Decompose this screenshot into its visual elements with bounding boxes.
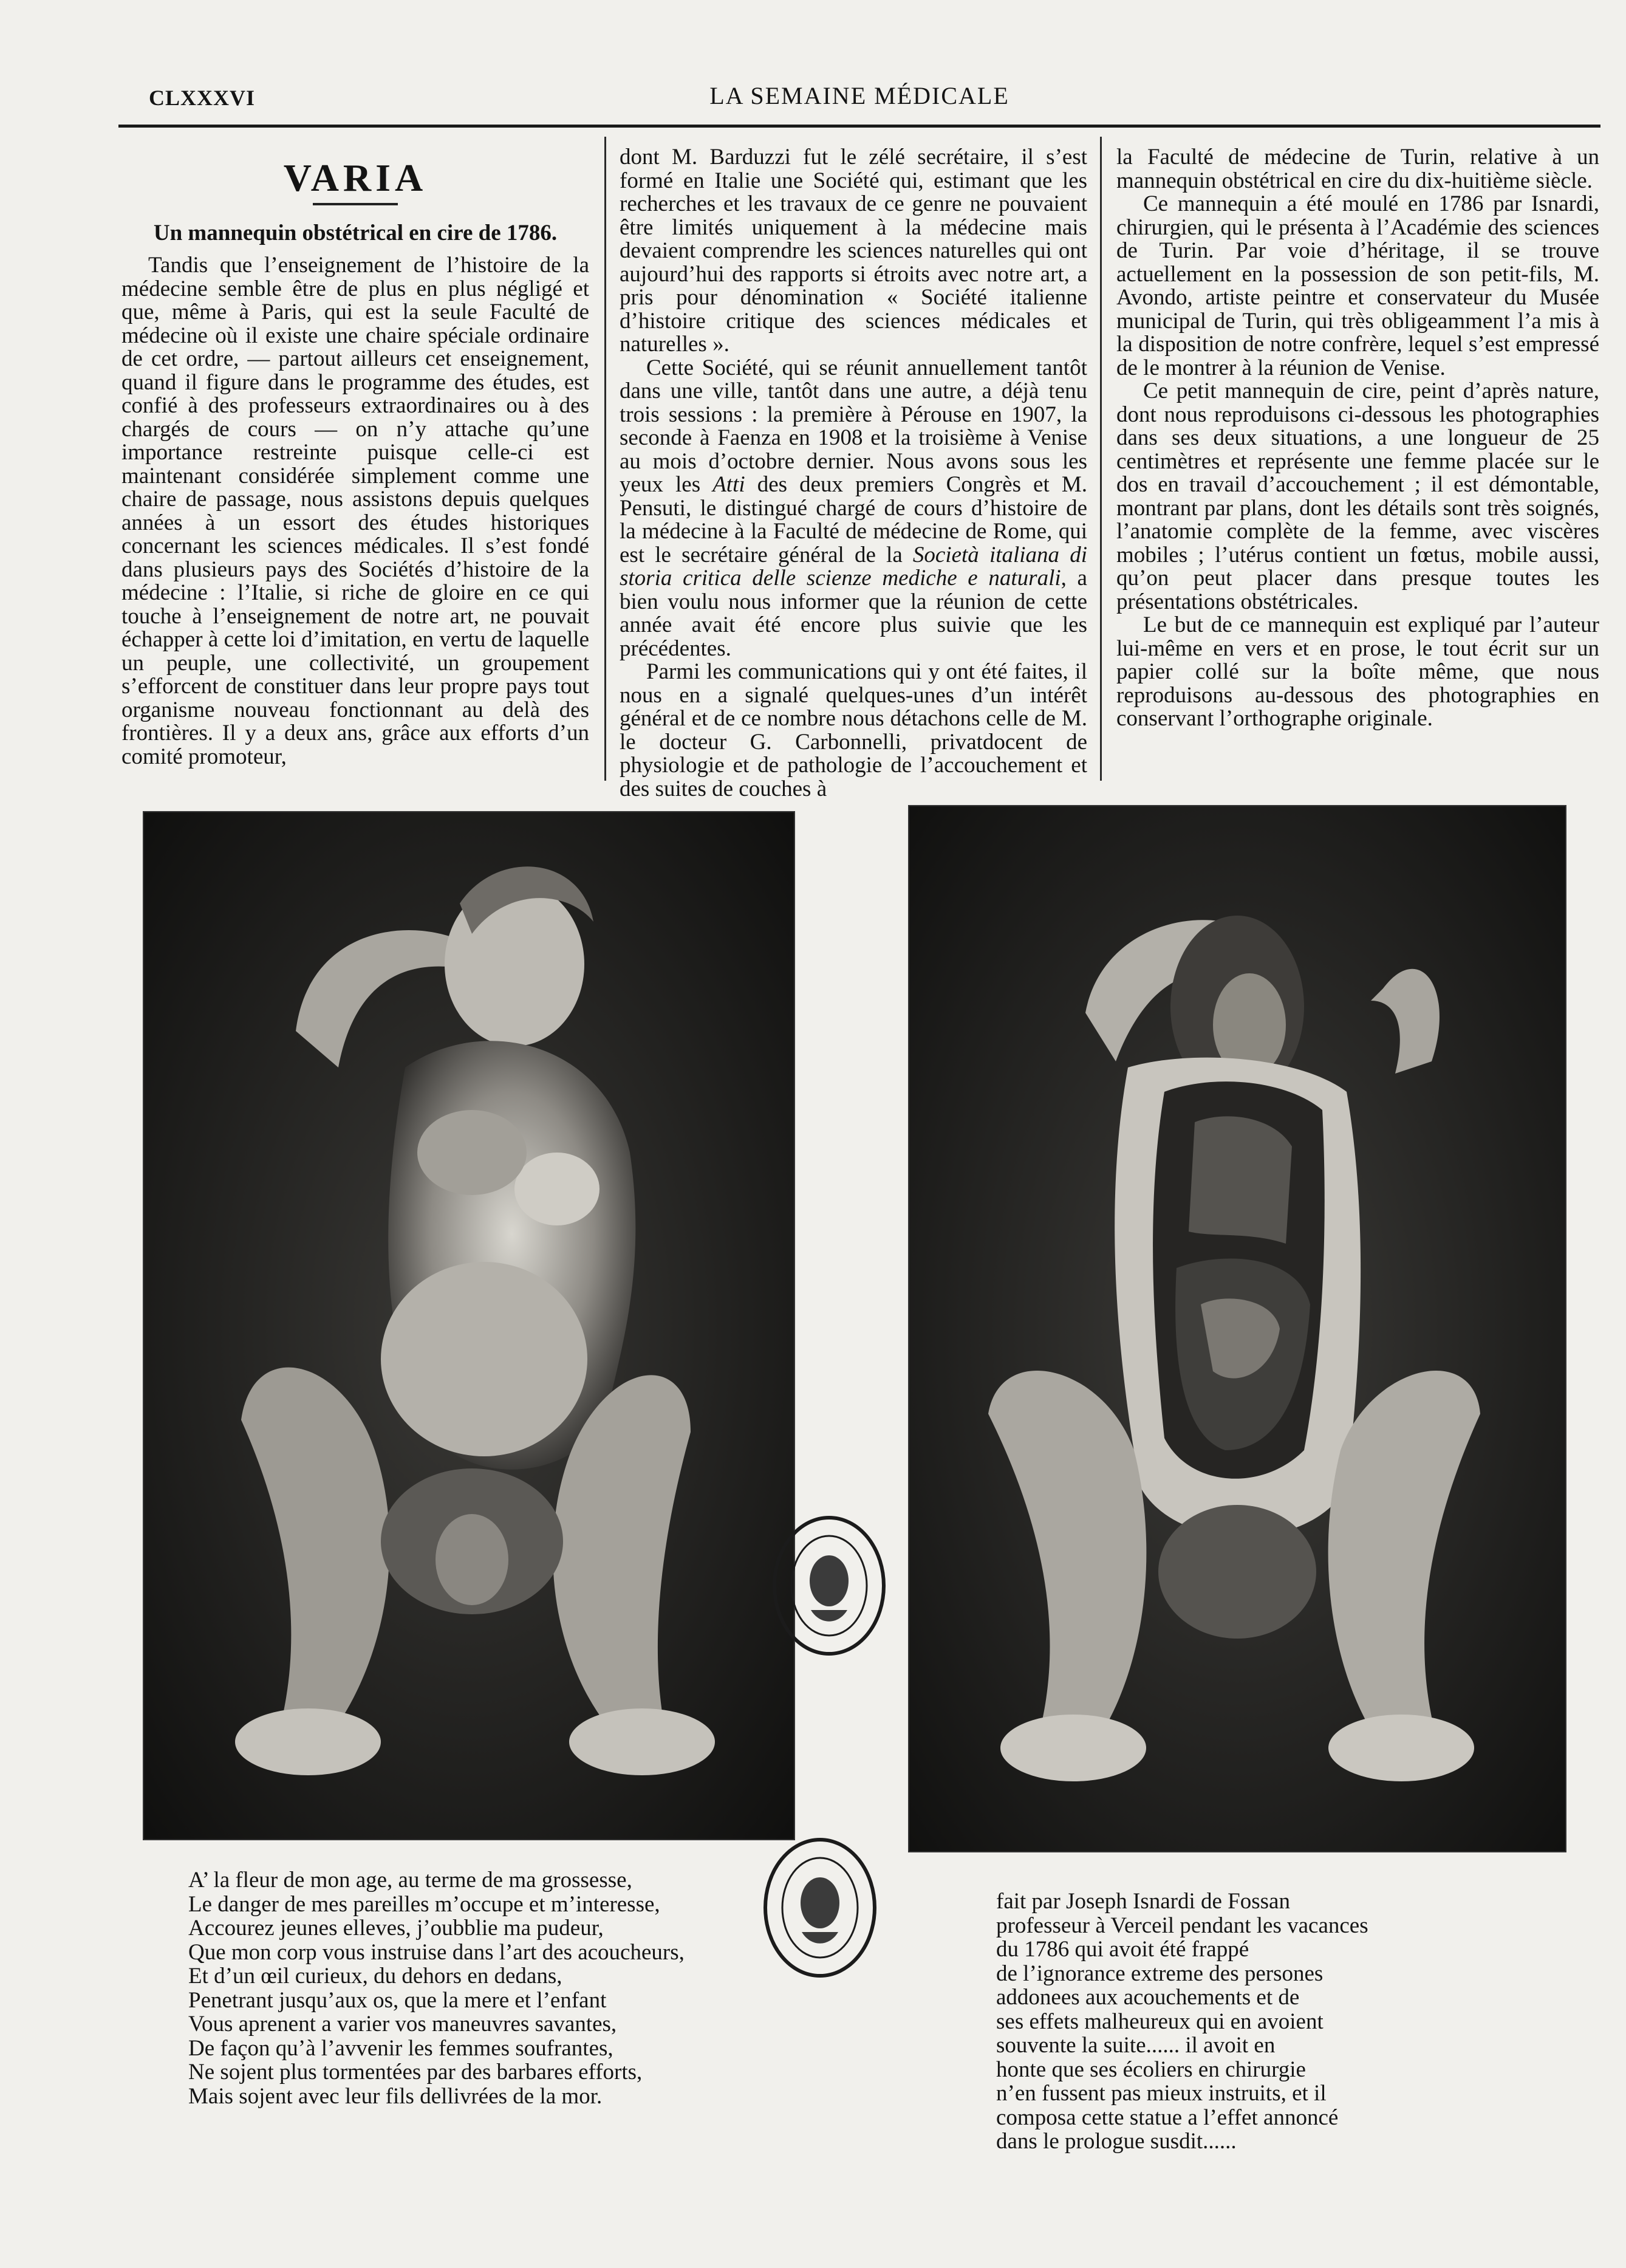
paragraph (620, 357, 1087, 661)
poem-line: Le danger de mes pareilles m’occupe et m’interesse, (188, 1891, 660, 1917)
column-divider (604, 137, 606, 781)
note-line: honte que ses écoliers en chirurgie (996, 2057, 1306, 2082)
running-head (118, 82, 1600, 128)
text-run: des deux premiers Congrès et M. Pensuti, le distingué chargé de cours d’histoire de la médecine à la Faculté de médecine de Rome, qui est le secrétaire général de la (620, 472, 1087, 567)
note-line: ses effets malheureux qui en avoient (996, 2009, 1324, 2034)
paragraph: Parmi les communications qui y ont été faites, il nous en a signalé quelques-unes d’un intérêt général et de ce nombre nous détachons celle de M. le docteur G. Carbonnelli, privatdocent de physiologie et de pathologie de l’accouchement et des suites de couches à (620, 659, 1087, 801)
note-line: dans le prologue susdit...... (996, 2129, 1237, 2154)
note-line: professeur à Verceil pendant les vacances (996, 1913, 1368, 1938)
note-line: addonees aux acouchements et de (996, 1985, 1300, 2010)
note-line: n’en fussent pas mieux instruits, et il (996, 2081, 1327, 2106)
mannequin-photo-closed (143, 811, 795, 1840)
text-column-1 (121, 140, 589, 769)
paragraph: Le but de ce mannequin est expliqué par l’auteur lui-même en vers et en prose, le tout écrit sur un papier collé sur la boîte même, que nous reproduisons au-dessous des photographies en conservant l’orthographe originale. (1116, 612, 1599, 731)
library-stamp (759, 1835, 881, 1981)
journal-title: LA SEMAINE MÉDICALE (709, 82, 1009, 109)
text-run: Cette Société, qui se réunit annuellement tantôt dans une ville, tantôt dans une autre, a déjà tenu trois sessions : la première à Pérouse en 1907, la seconde à Faenza en 1908 et la troisième à Venise au mois d’octobre dernier. Nous avons sous les yeux les (620, 355, 1087, 497)
poem-line: Que mon corp vous instruise dans l’art des acoucheurs, (188, 1939, 685, 1965)
mannequin-figure-illustration (144, 812, 794, 1839)
poem-line: Ne sojent plus tormentées par des barbares efforts, (188, 2060, 643, 2085)
paragraph: Ce petit mannequin de cire, peint d’après nature, dont nous reproduisons ci-dessous les photographies dans ses deux situations, a une longueur de 25 centimètres et représente une femme placée sur le dos en travail d’accouchement ; il est démontable, montrant par plans, dont les détails sont très soignés, l’anatomie complète de la femme, avec viscères mobiles ; l’utérus contient un fœtus, mobile aussi, qu’on peut placer dans presque toutes les présentations obstétricales. (1116, 379, 1599, 614)
poem-line: A’ la fleur de mon age, au terme de ma grossesse, (188, 1868, 632, 1893)
paragraph: dont M. Barduzzi fut le zélé secrétaire, il s’est formé en Italie une Société qui, estimant que les recherches et les travaux de ce genre ne pouvaient être limités uniquement à la médecine mais devaient comprendre les sciences naturelles qui ont aujourd’hui des rapports si étroits avec notre art, a pris pour dénomination « Société italienne d’histoire critique des sciences médicales et naturelles ». (620, 145, 1087, 357)
poem-line: Vous aprenent a varier vos maneuvres savantes, (188, 2012, 617, 2037)
section-heading: VARIA (283, 156, 428, 199)
article-title: Un mannequin obstétrical en cire de 1786. (153, 221, 558, 245)
author-note (996, 1889, 1409, 2154)
note-line: composa cette statue a l’effet annoncé (996, 2105, 1339, 2130)
note-line: de l’ignorance extreme des persones (996, 1961, 1324, 1986)
italic-society-name: Società italiana di storia critica delle scienze mediche e naturali (620, 542, 1087, 591)
poem-line: Accourez jeunes elleves, j’oubblie ma pudeur, (188, 1916, 604, 1941)
italic-title: Atti (712, 472, 745, 497)
paragraph: Tandis que l’enseignement de l’histoire de la médecine semble être de plus en plus négligé et que, même à Paris, qui est la seule Faculté de médecine où il existe une chaire spéciale ordinaire de cet ordre, — partout ailleurs cet enseignement, quand il figure dans le programme des études, est confié à des professeurs extraordinaires ou à des chargés de cours — on n’y attache qu’une importance restreinte puisque celle-ci est maintenant considérée simplement comme une chaire de passage, nous assistons depuis quelques années à un essort des études historiques concernant les sciences médicales. Il s’est fondé dans plusieurs pays des Sociétés d’histoire de la médecine : l’Italie, si riche de gloire en ce qui touche à l’enseignement de notre art, ne pouvait échapper à cette loi d’imitation, en vertu de laquelle un peuple, une collectivité, un groupement s’efforcent de constituer dans leur propre pays tout organisme nouveau fonctionnant au delà des frontières. Il y a deux ans, grâce aux efforts d’un comité promoteur, (121, 253, 589, 769)
paragraph: la Faculté de médecine de Turin, relative à un mannequin obstétrical en cire du dix-huitième siècle. (1116, 145, 1599, 193)
note-line: souvente la suite...... il avoit en (996, 2033, 1276, 2058)
mannequin-photo-opened (908, 805, 1566, 1852)
library-stamp (768, 1513, 890, 1659)
text-column-3 (1116, 146, 1599, 731)
text-column-2 (620, 146, 1087, 801)
page-folio: CLXXXVI (149, 86, 256, 110)
poem (188, 1868, 771, 2108)
poem-line: Mais sojent avec leur fils dellivrées de la mor. (188, 2083, 603, 2109)
poem-line: Penetrant jusqu’aux os, que la mere et l’enfant (188, 1987, 607, 2013)
header-rule (118, 125, 1600, 128)
mannequin-anatomy-illustration (909, 806, 1565, 1851)
poem-line: Et d’un œil curieux, du dehors en dedans, (188, 1964, 562, 1989)
section-rule (313, 203, 398, 205)
note-line: fait par Joseph Isnardi de Fossan (996, 1889, 1290, 1914)
text-run: , a bien voulu nous informer que la réunion de cette année avait été encore plus suivie que les précédentes. (620, 566, 1087, 661)
note-line: du 1786 qui avoit été frappé (996, 1937, 1249, 1962)
column-divider (1100, 137, 1102, 781)
poem-line: De façon qu’à l’avvenir les femmes soufrantes, (188, 2035, 613, 2061)
paragraph: Ce mannequin a été moulé en 1786 par Isnardi, chirurgien, qui le présenta à l’Académie des sciences de Turin. Par voie d’héritage, il se trouve actuellement en la possession de son petit-fils, M. Avondo, artiste peintre et conservateur du Musée municipal de Turin, qui très obligeamment l’a mis à la disposition de notre confrère, lequel s’est empressé de le montrer à la réunion de Venise. (1116, 191, 1599, 380)
